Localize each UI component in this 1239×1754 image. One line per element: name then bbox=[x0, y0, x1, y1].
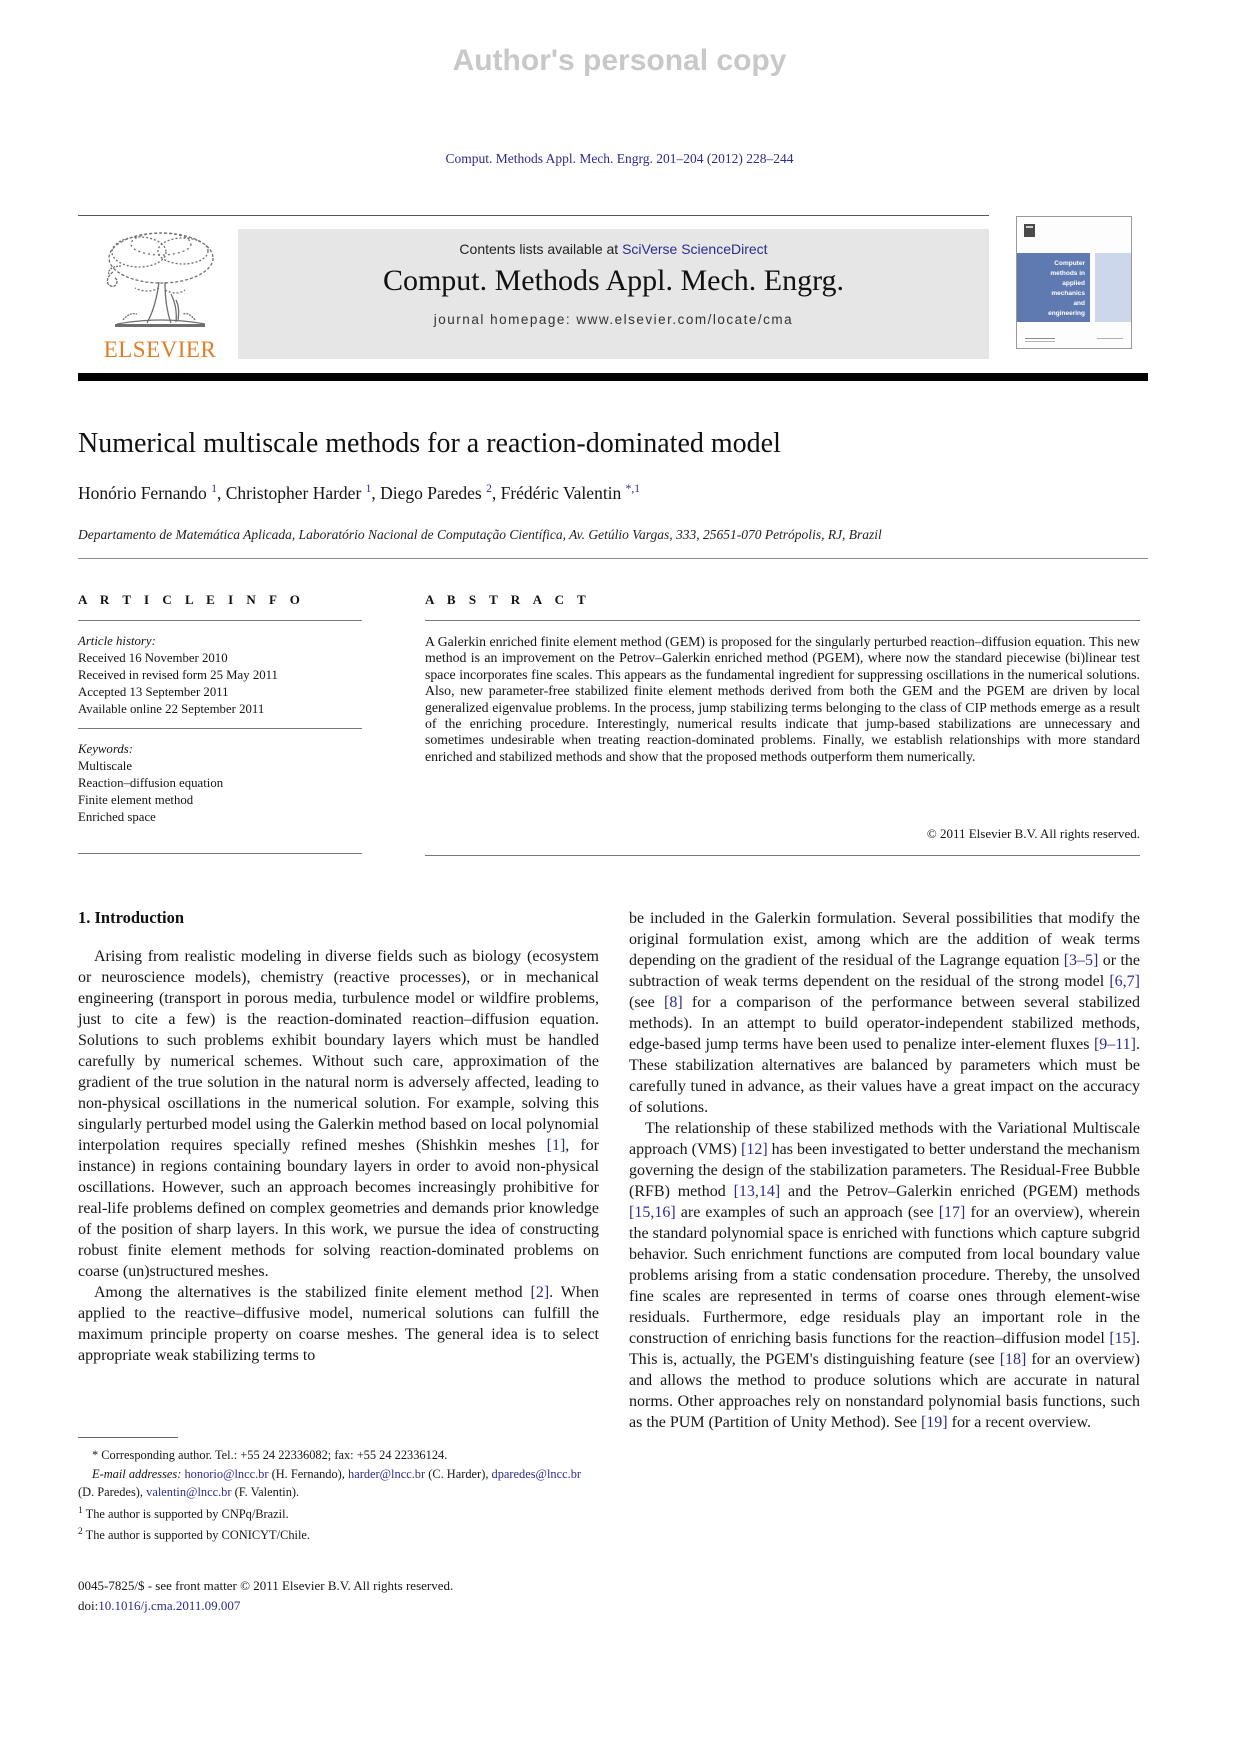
doi-line bbox=[78, 1596, 599, 1616]
citation-ref[interactable]: [8] bbox=[664, 994, 683, 1011]
intro-right-column bbox=[629, 908, 1140, 1433]
cover-mini-logo-icon bbox=[1024, 224, 1035, 237]
footnote-1 bbox=[78, 1502, 599, 1524]
elsevier-logo bbox=[82, 228, 238, 363]
email-link[interactable]: harder@lncc.br bbox=[348, 1466, 426, 1481]
article-history-items bbox=[78, 650, 362, 718]
cover-title-line: mechanics bbox=[1051, 290, 1085, 298]
article-history-label: Article history: bbox=[78, 634, 156, 648]
cover-footer-marks bbox=[1025, 338, 1123, 339]
citation-ref[interactable]: [2] bbox=[530, 1284, 550, 1301]
journal-header-left bbox=[78, 215, 989, 362]
cover-title-line: and bbox=[1073, 300, 1085, 308]
citation-ref[interactable]: [19] bbox=[920, 1414, 948, 1431]
author-name: Frédéric Valentin $^{*,1}$ bbox=[500, 483, 641, 503]
footnote-2-marker: 2 bbox=[78, 1527, 83, 1538]
front-matter-footer bbox=[78, 1576, 599, 1616]
cover-title-line: methods in bbox=[1050, 270, 1085, 278]
citation-ref[interactable]: [15] bbox=[1109, 1330, 1136, 1347]
cover-light-panel bbox=[1095, 253, 1131, 322]
journal-cover-thumbnail bbox=[1016, 216, 1132, 349]
article-title: Numerical multiscale methods for a reaction-dominated model bbox=[78, 428, 781, 459]
keyword-item: Reaction–diffusion equation bbox=[78, 776, 224, 790]
citation-ref[interactable]: [17] bbox=[938, 1204, 966, 1221]
keyword-item: Finite element method bbox=[78, 793, 194, 807]
email-links: honorio@lncc.br (H. Fernando), harder@lncc.br (C. Harder), dparedes@lncc.br (D. Paredes), valentin@lncc.br (F. Valentin). bbox=[78, 1466, 582, 1499]
citation-ref[interactable]: [12] bbox=[740, 1141, 768, 1158]
author-list: Honório Fernando $^1$, Christopher Harder $^1$, Diego Paredes $^2$, Frédéric Valentin $^{*,1}$ bbox=[78, 483, 641, 503]
abstract-heading: A B S T R A C T bbox=[425, 592, 591, 607]
footnotes bbox=[78, 1437, 599, 1545]
paragraph: Among the alternatives is the stabilized finite element method [2]. When applied to the reactive–diffusive model, numerical solutions can fulfill the maximum principle property on coarse meshes. The general idea is to select appropriate weak stabilizing terms to bbox=[78, 1284, 600, 1364]
journal-homepage-link[interactable]: journal homepage: www.elsevier.com/locate/cma bbox=[433, 312, 794, 327]
journal-citation-line: Comput. Methods Appl. Mech. Engrg. 201–204 (2012) 228–244 bbox=[445, 151, 794, 166]
footnote-separator bbox=[78, 1437, 178, 1438]
abstract-text: A Galerkin enriched finite element method (GEM) is proposed for the singularly perturbed reaction–diffusion equation. This new method is an improvement on the Petrov–Galerkin enriched method (PGEM), where now the standard piecewise (bi)linear test space incorporates fine scales. This appears as the fundamental ingredient for suppressing oscillations in the numerical solutions. Also, new parameter-free stabilized finite element methods derived from both the GEM and the PGEM are driven by local generalized eigenvalue problems. In the process, jump stabilizing terms belonging to the class of CIP methods emerge as a result of the enriching procedure. Interestingly, numerical results indicate that jump-based stabilizations are unnecessary and sometimes undesirable when treating reaction-dominated problems. Finally, we establish relationships with more standard enriched and stabilized methods and show that the proposed methods outperform them numerically. bbox=[425, 634, 1140, 764]
cover-title-line: applied bbox=[1062, 280, 1085, 288]
article-info-rule bbox=[78, 620, 362, 621]
citation-ref[interactable]: [3–5] bbox=[1063, 952, 1099, 969]
abstract-column bbox=[425, 592, 1140, 856]
author-name: Diego Paredes $^2$ bbox=[380, 483, 492, 503]
citation-ref[interactable]: [6,7] bbox=[1109, 973, 1140, 990]
article-history-item: Received in revised form 25 May 2011 bbox=[78, 668, 278, 682]
cover-footer-right-mark bbox=[1097, 338, 1123, 339]
sciverse-sciencedirect-link[interactable]: SciVerse ScienceDirect bbox=[622, 241, 768, 257]
journal-header-band bbox=[78, 215, 1148, 362]
doi-link[interactable]: 10.1016/j.cma.2011.09.007 bbox=[98, 1598, 241, 1613]
article-history-item: Received 16 November 2010 bbox=[78, 651, 228, 665]
citation-ref[interactable]: [1] bbox=[546, 1137, 566, 1154]
footnote-1-marker: 1 bbox=[78, 1505, 83, 1516]
article-history bbox=[78, 633, 362, 718]
abstract-copyright: © 2011 Elsevier B.V. All rights reserved. bbox=[926, 826, 1140, 841]
elsevier-tree-icon bbox=[99, 228, 221, 332]
cover-footer-left-mark bbox=[1025, 338, 1055, 339]
journal-title: Comput. Methods Appl. Mech. Engrg. bbox=[382, 264, 845, 297]
email-addresses-note bbox=[78, 1465, 599, 1502]
email-link[interactable]: valentin@lncc.br bbox=[146, 1485, 232, 1499]
author-name: Christopher Harder $^1$ bbox=[225, 483, 372, 503]
cover-journal-title bbox=[1017, 253, 1090, 322]
intro-left-column bbox=[78, 946, 599, 1366]
affiliation: Departamento de Matemática Aplicada, Laboratório Nacional de Computação Científica, Av. Getúlio Vargas, 333, 25651-070 Petrópolis, RJ, Brazil bbox=[78, 527, 882, 542]
keyword-items bbox=[78, 758, 362, 826]
article-history-item: Available online 22 September 2011 bbox=[78, 702, 265, 716]
keywords bbox=[78, 741, 362, 826]
paragraph: The relationship of these stabilized methods with the Variational Multiscale approach (VMS) [12] has been investigated to better understand the mechanism governing the design of the stabilization parameters. The Residual-Free Bubble (RFB) method [13,14] and the Petrov–Galerkin enriched (PGEM) methods [15,16] are examples of such an approach (see [17] for an overview), wherein the standard polynomial space is enriched with functions which capture subgrid behavior. Such enrichment functions are computed from local boundary value problems arising from a static condensation procedure. Thereby, the unsolved fine scales are represented in terms of coarse ones through element-wise residuals. Furthermore, edge residuals play an important role in the construction of enriching basis functions for the reaction–diffusion model [15]. This is, actually, the PGEM's distinguishing feature (see [18] for an overview) and allows the method to produce solutions which are accurate in natural norms. Other approaches rely on nonstandard polynomial basis functions, such as the PUM (Partition of Unity Method). See [19] for a recent overview. bbox=[629, 1120, 1141, 1431]
contents-line-prefix: Contents lists available at bbox=[459, 241, 623, 257]
email-link[interactable]: dparedes@lncc.br bbox=[491, 1466, 582, 1481]
footnote-2-text: The author is supported by CONICYT/Chile. bbox=[85, 1528, 311, 1543]
header-divider-bar bbox=[78, 373, 1148, 381]
footnote-1-text: The author is supported by CNPq/Brazil. bbox=[85, 1506, 289, 1521]
section-heading-introduction: 1. Introduction bbox=[78, 908, 185, 927]
citation-ref[interactable]: [15,16] bbox=[629, 1204, 676, 1221]
journal-masthead-box bbox=[238, 229, 989, 359]
author-name: Honório Fernando $^1$ bbox=[78, 483, 217, 503]
abstract-rule bbox=[425, 620, 1140, 621]
cover-title-line: engineering bbox=[1048, 310, 1085, 318]
paragraph: be included in the Galerkin formulation. Several possibilities that modify the original formulation exist, among which are the addition of weak terms depending on the gradient of the residual of the Lagrange equation [3–5] or the subtraction of weak terms dependent on the residual of the strong model [6,7] (see [8] for a comparison of the performance between several stabilized methods). In an attempt to build operator-independent stabilized methods, edge-based jump terms have been used to penalize inter-element fluxes [9–11]. These stabilization alternatives are balanced by parameters which must be carefully tuned in advance, as their values have a great impact on the accuracy of solutions. bbox=[629, 910, 1141, 1116]
keywords-label: Keywords: bbox=[78, 742, 133, 756]
citation-ref[interactable]: [13,14] bbox=[733, 1183, 781, 1200]
doi-prefix: doi: bbox=[78, 1598, 99, 1613]
email-addresses-label: E-mail addresses: bbox=[92, 1466, 182, 1481]
elsevier-wordmark: ELSEVIER bbox=[103, 337, 217, 362]
keyword-item: Enriched space bbox=[78, 810, 156, 824]
contents-line bbox=[238, 229, 989, 257]
issn-line: 0045-7825/$ - see front matter © 2011 Elsevier B.V. All rights reserved. bbox=[78, 1578, 454, 1593]
cover-title-row bbox=[1017, 253, 1131, 322]
article-info-column bbox=[78, 592, 362, 854]
keyword-item: Multiscale bbox=[78, 759, 133, 773]
cover-title-line: Computer bbox=[1054, 260, 1085, 267]
authors-personal-copy-watermark: Author's personal copy bbox=[452, 44, 787, 77]
keywords-rule bbox=[78, 728, 362, 729]
corresponding-author-note: * Corresponding author. Tel.: +55 24 22336082; fax: +55 24 22336124. bbox=[92, 1448, 448, 1462]
paragraph: Arising from realistic modeling in diverse fields such as biology (ecosystem or neuroscience models), chemistry (reactive processes), or in mechanical engineering (transport in porous media, turbulence model or wildfire problems, just to cite a few) is the reaction-dominated reaction–diffusion equation. Solutions to such problems exhibit boundary layers which must be handled carefully by numerical schemes. Without such care, approximation of the gradient of the true solution in the natural norm is adversely affected, leading to non-physical oscillations in the numerical solution. For example, solving this singularly perturbed model using the Galerkin method based on local polynomial interpolation requires specially refined meshes (Shishkin meshes [1], for instance) in regions containing boundary layers in order to avoid non-physical oscillations. However, such an approach becomes increasingly prohibitive for real-life problems defined on complex geometries and demands prior knowledge of the position of sharp layers. In this work, we pursue the idea of constructing robust finite element methods for solving reaction-dominated problems on coarse (un)structured meshes. bbox=[78, 948, 600, 1280]
citation-ref[interactable]: [9–11] bbox=[1093, 1036, 1136, 1053]
footnote-2 bbox=[78, 1523, 599, 1545]
title-block-rule bbox=[78, 558, 1148, 559]
article-history-item: Accepted 13 September 2011 bbox=[78, 685, 229, 699]
citation-ref[interactable]: [18] bbox=[999, 1351, 1027, 1368]
article-info-heading: A R T I C L E I N F O bbox=[78, 592, 305, 607]
email-link[interactable]: honorio@lncc.br bbox=[184, 1466, 269, 1481]
